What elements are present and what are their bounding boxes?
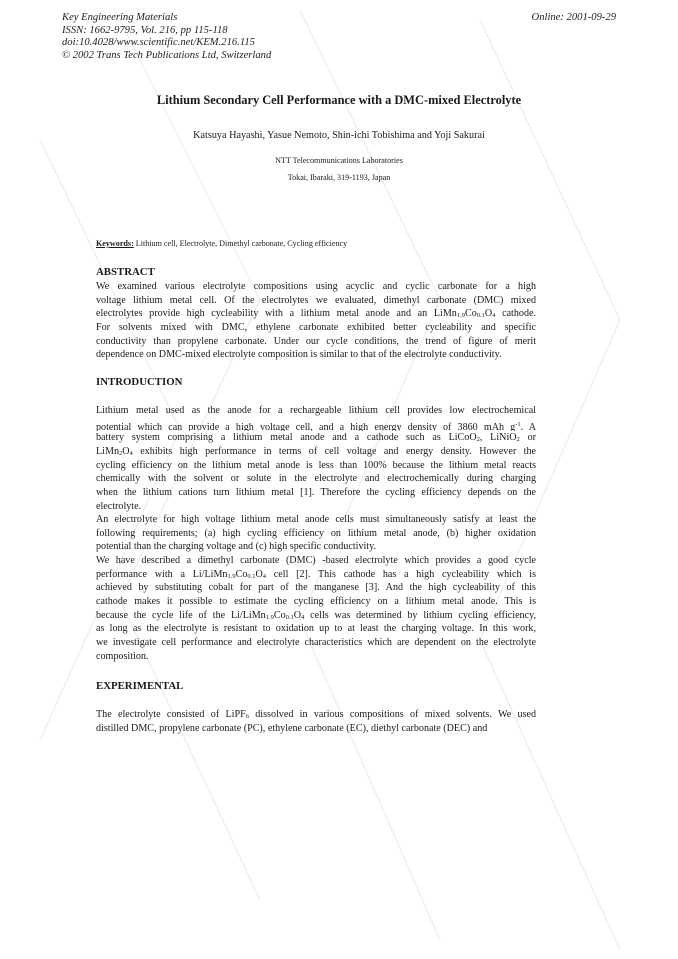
affiliation-address: Tokai, Ibaraki, 319-1193, Japan xyxy=(287,173,391,182)
affiliation xyxy=(0,152,678,186)
keywords xyxy=(96,239,347,248)
introduction-heading: INTRODUCTION xyxy=(96,376,183,388)
text-line: We have described a dimethyl carbonate (DMC) -based electrolyte which provides a good cycle xyxy=(96,555,536,566)
text-line: because the cycle life of the $Li/LiMn_{1.9}Co_{0.1}O_4$ cells was determined by lithium cycling efficiency, xyxy=(96,609,536,621)
text-line: performance with a $Li/LiMn_{1.9}Co_{0.1}O_4$ cell [2]. This cathode has a high cycleability which is xyxy=(96,568,536,580)
text-line: Lithium metal used as the anode for a rechargeable lithium cell provides low electrochemical xyxy=(96,405,536,416)
text-line: cathode makes it possible to estimate the cycling efficiency on a lithium metal anode. This is xyxy=(96,596,536,608)
text-line: electrolyte. xyxy=(96,500,142,512)
text-line: we investigate cell performance and electrolyte characteristics which are dependent on the electrolyte xyxy=(96,637,536,649)
text-line: cycling efficiency on the lithium metal anode is less than 100% because the lithium metal reacts xyxy=(96,459,536,471)
text-line: conductivity than propylene carbonate. Under our cycle conditions, the trend of figure of merit xyxy=(96,335,536,347)
issn-line: ISSN: 1662-9795, Vol. 216, pp 115-118 xyxy=(62,24,228,36)
text-line: For solvents mixed with DMC, ethylene carbonate exhibited better cycleability and specific xyxy=(96,322,536,334)
introduction-paragraph-2 xyxy=(96,513,536,554)
introduction-paragraph-1 xyxy=(96,404,536,514)
author-list: Katsuya Hayashi, Yasue Nemoto, Shin-ichi Tobishima and Yoji Sakurai xyxy=(193,130,485,141)
text-line: The electrolyte consisted of LiPF$_6$ dissolved in various compositions of mixed solvents. We used xyxy=(96,709,536,720)
keywords-text: Lithium cell, Electrolyte, Dimethyl carbonate, Cycling efficiency xyxy=(133,239,348,248)
journal-header xyxy=(62,12,271,62)
online-date: Online: 2001-09-29 xyxy=(531,12,616,23)
text-line: chemically with the solvent or solute in the electrolyte and electrochemically during charging xyxy=(96,473,536,485)
copyright-line: © 2002 Trans Tech Publications Ltd, Switzerland xyxy=(62,49,272,61)
affiliation-org: NTT Telecommunications Laboratories xyxy=(275,156,403,165)
experimental-body xyxy=(96,708,536,735)
abstract-body xyxy=(96,280,536,362)
journal-name: Key Engineering Materials xyxy=(62,12,178,23)
text-line: composition. xyxy=(96,650,149,662)
text-line: voltage lithium metal cell. Of the electrolytes we evaluated, dimethyl carbonate (DMC) mixed xyxy=(96,294,536,306)
text-line: An electrolyte for high voltage lithium metal anode cells must simultaneously satisfy at least the xyxy=(96,514,536,525)
text-line: as long as the electrolyte is resistant to oxidation up to at least the charging voltage. In this work, xyxy=(96,623,536,635)
doi-line: doi:10.4028/www.scientific.net/KEM.216.115 xyxy=(62,37,255,49)
keywords-label: Keywords: xyxy=(96,239,134,248)
abstract-heading: ABSTRACT xyxy=(96,266,155,278)
text-line: electrolytes provide high cycleability with a lithium metal anode and an $LiMn_{1.9}Co_{0.1}O_4$ cathode. xyxy=(96,308,536,320)
paper-title: Lithium Secondary Cell Performance with a DMC-mixed Electrolyte xyxy=(156,93,522,107)
text-line: following requirements; (a) high cycling efficiency on lithium metal anode, (b) higher oxidation xyxy=(96,527,536,539)
text-line: when the lithium cations turn lithium metal [1]. Therefore the cycling efficiency depends on the xyxy=(96,487,536,499)
introduction-paragraph-3 xyxy=(96,554,536,664)
text-line: potential which can provide a high voltage cell, and a high energy density of 3860 mAh $g^{-1}$. A xyxy=(96,420,536,432)
text-line: distilled DMC, propylene carbonate (PC), ethylene carbonate (EC), diethyl carbonate (DEC) and xyxy=(96,722,488,734)
text-line: achieved by substituting cobalt for part of the manganese [3]. And the high cycleability of this xyxy=(96,582,536,594)
text-line: potential than the charging voltage and (c) high specific conductivity. xyxy=(96,541,377,553)
experimental-heading: EXPERIMENTAL xyxy=(96,680,184,692)
text-line: We examined various electrolyte compositions using acyclic and cyclic carbonate for a high xyxy=(96,281,536,292)
text-line: $LiMn_2O_4$ exhibits high performance in terms of cell voltage and energy density. However the xyxy=(96,446,536,458)
text-line: battery system comprising a lithium metal anode and a cathode such as LiCoO$_2$, LiNiO$_2$ or xyxy=(96,432,536,444)
text-line: dependence on DMC-mixed electrolyte composition is similar to that of the electrolyte conductivity. xyxy=(96,349,502,361)
